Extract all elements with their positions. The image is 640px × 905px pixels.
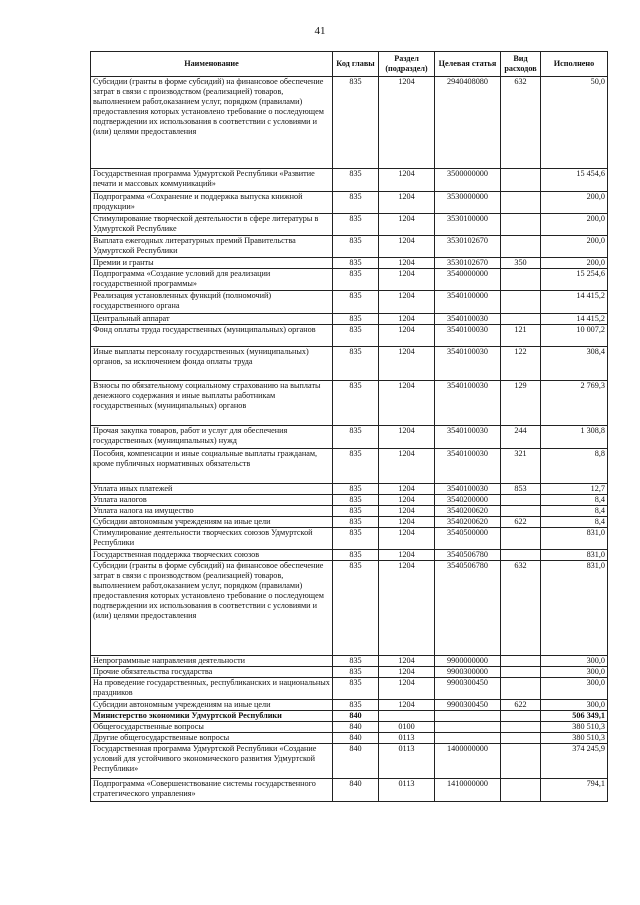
cell-name: Подпрограмма «Сохранение и поддержка выпуска книжной продукции» bbox=[91, 192, 333, 214]
cell-kod: 835 bbox=[333, 314, 379, 325]
cell-name: Пособия, компенсации и иные социальные выплаты гражданам, кроме публичных нормативных обязательств bbox=[91, 449, 333, 484]
budget-table bbox=[90, 51, 608, 802]
cell-vid: 122 bbox=[501, 347, 541, 381]
cell-statya: 9900300450 bbox=[435, 700, 501, 711]
cell-vid bbox=[501, 656, 541, 667]
cell-vid: 632 bbox=[501, 77, 541, 169]
cell-razdel: 0100 bbox=[379, 722, 435, 733]
cell-name: Стимулирование творческой деятельности в сфере литературы в Удмуртской Республике bbox=[91, 214, 333, 236]
table-row bbox=[91, 258, 608, 269]
table-row bbox=[91, 236, 608, 258]
table-row bbox=[91, 347, 608, 381]
cell-kod: 835 bbox=[333, 77, 379, 169]
cell-kod: 835 bbox=[333, 484, 379, 495]
cell-statya: 3540100030 bbox=[435, 325, 501, 347]
cell-kod: 835 bbox=[333, 700, 379, 711]
cell-razdel: 1204 bbox=[379, 495, 435, 506]
cell-name: Государственная программа Удмуртской Республики «Создание условий для устойчивого экономического развития Удмуртской Республики» bbox=[91, 744, 333, 779]
cell-vid bbox=[501, 779, 541, 802]
cell-statya: 3540100030 bbox=[435, 381, 501, 426]
cell-razdel: 0113 bbox=[379, 779, 435, 802]
cell-ispolneno: 8,4 bbox=[541, 517, 608, 528]
table-row bbox=[91, 700, 608, 711]
cell-ispolneno: 14 415,2 bbox=[541, 291, 608, 314]
cell-ispolneno: 12,7 bbox=[541, 484, 608, 495]
cell-razdel: 1204 bbox=[379, 550, 435, 561]
table-row bbox=[91, 192, 608, 214]
cell-kod: 835 bbox=[333, 667, 379, 678]
cell-razdel: 1204 bbox=[379, 236, 435, 258]
cell-ispolneno: 15 454,6 bbox=[541, 169, 608, 192]
cell-name: Взносы по обязательному социальному страхованию на выплаты денежного содержания и иные выплаты работникам государственных (муниципальных) органов bbox=[91, 381, 333, 426]
cell-vid: 622 bbox=[501, 700, 541, 711]
table-row bbox=[91, 77, 608, 169]
cell-kod: 835 bbox=[333, 426, 379, 449]
cell-vid bbox=[501, 733, 541, 744]
cell-kod: 835 bbox=[333, 656, 379, 667]
cell-name: Центральный аппарат bbox=[91, 314, 333, 325]
cell-vid bbox=[501, 722, 541, 733]
cell-statya: 1410000000 bbox=[435, 779, 501, 802]
cell-vid bbox=[501, 192, 541, 214]
cell-razdel: 1204 bbox=[379, 325, 435, 347]
cell-ispolneno: 200,0 bbox=[541, 192, 608, 214]
table-row bbox=[91, 667, 608, 678]
cell-statya: 2940408080 bbox=[435, 77, 501, 169]
table-row bbox=[91, 561, 608, 656]
cell-vid bbox=[501, 214, 541, 236]
table-row bbox=[91, 678, 608, 700]
cell-name: Подпрограмма «Создание условий для реализации государственной программы» bbox=[91, 269, 333, 291]
cell-ispolneno: 374 245,9 bbox=[541, 744, 608, 779]
table-row bbox=[91, 779, 608, 802]
cell-razdel: 1204 bbox=[379, 678, 435, 700]
cell-name: Уплата налога на имущество bbox=[91, 506, 333, 517]
cell-statya: 3540100030 bbox=[435, 314, 501, 325]
table-row bbox=[91, 517, 608, 528]
cell-ispolneno: 2 769,3 bbox=[541, 381, 608, 426]
cell-kod: 835 bbox=[333, 517, 379, 528]
cell-vid bbox=[501, 495, 541, 506]
cell-vid bbox=[501, 667, 541, 678]
header-ispolneno: Исполнено bbox=[541, 52, 608, 77]
table-row bbox=[91, 506, 608, 517]
cell-vid bbox=[501, 269, 541, 291]
cell-ispolneno: 8,4 bbox=[541, 495, 608, 506]
cell-vid bbox=[501, 169, 541, 192]
page-number: 41 bbox=[314, 25, 326, 37]
cell-kod: 835 bbox=[333, 269, 379, 291]
cell-kod: 840 bbox=[333, 711, 379, 722]
cell-kod: 835 bbox=[333, 678, 379, 700]
header-row bbox=[91, 52, 608, 77]
cell-kod: 835 bbox=[333, 550, 379, 561]
cell-statya bbox=[435, 722, 501, 733]
table-row bbox=[91, 722, 608, 733]
cell-ispolneno: 300,0 bbox=[541, 667, 608, 678]
cell-razdel: 1204 bbox=[379, 561, 435, 656]
cell-razdel: 1204 bbox=[379, 700, 435, 711]
cell-kod: 840 bbox=[333, 744, 379, 779]
cell-name: Прочие обязательства государства bbox=[91, 667, 333, 678]
cell-razdel: 1204 bbox=[379, 517, 435, 528]
table-row bbox=[91, 449, 608, 484]
cell-name: Уплата налогов bbox=[91, 495, 333, 506]
cell-vid bbox=[501, 678, 541, 700]
cell-ispolneno: 8,4 bbox=[541, 506, 608, 517]
table-body bbox=[91, 77, 608, 802]
cell-kod: 835 bbox=[333, 561, 379, 656]
cell-ispolneno: 14 415,2 bbox=[541, 314, 608, 325]
cell-statya: 3540100030 bbox=[435, 347, 501, 381]
cell-vid bbox=[501, 550, 541, 561]
cell-razdel: 1204 bbox=[379, 449, 435, 484]
cell-vid bbox=[501, 528, 541, 550]
cell-razdel: 1204 bbox=[379, 169, 435, 192]
cell-kod: 835 bbox=[333, 506, 379, 517]
cell-razdel: 1204 bbox=[379, 258, 435, 269]
cell-name: Прочая закупка товаров, работ и услуг для обеспечения государственных (муниципальных) нужд bbox=[91, 426, 333, 449]
cell-razdel: 1204 bbox=[379, 506, 435, 517]
cell-statya bbox=[435, 711, 501, 722]
table-row bbox=[91, 733, 608, 744]
cell-statya: 3500000000 bbox=[435, 169, 501, 192]
table-row bbox=[91, 214, 608, 236]
cell-statya: 3540500000 bbox=[435, 528, 501, 550]
cell-statya: 3530100000 bbox=[435, 214, 501, 236]
cell-statya: 3540200620 bbox=[435, 517, 501, 528]
cell-ispolneno: 506 349,1 bbox=[541, 711, 608, 722]
cell-statya: 3540200620 bbox=[435, 506, 501, 517]
cell-razdel: 0113 bbox=[379, 733, 435, 744]
cell-ispolneno: 200,0 bbox=[541, 236, 608, 258]
table-row bbox=[91, 291, 608, 314]
cell-statya: 3530102670 bbox=[435, 258, 501, 269]
cell-name: Субсидии автономным учреждениям на иные цели bbox=[91, 517, 333, 528]
cell-kod: 835 bbox=[333, 291, 379, 314]
cell-ispolneno: 200,0 bbox=[541, 214, 608, 236]
cell-statya: 3540100030 bbox=[435, 449, 501, 484]
cell-razdel: 1204 bbox=[379, 528, 435, 550]
cell-statya: 3540100000 bbox=[435, 291, 501, 314]
cell-vid: 121 bbox=[501, 325, 541, 347]
cell-kod: 835 bbox=[333, 325, 379, 347]
cell-kod: 835 bbox=[333, 347, 379, 381]
cell-name: Выплата ежегодных литературных премий Правительства Удмуртской Республики bbox=[91, 236, 333, 258]
cell-name: Стимулирование деятельности творческих союзов Удмуртской Республики bbox=[91, 528, 333, 550]
cell-razdel: 1204 bbox=[379, 192, 435, 214]
header-razdel: Раздел (подраздел) bbox=[379, 52, 435, 77]
cell-razdel: 1204 bbox=[379, 214, 435, 236]
cell-statya: 9900300000 bbox=[435, 667, 501, 678]
header-vid: Вид расходов bbox=[501, 52, 541, 77]
cell-razdel: 1204 bbox=[379, 269, 435, 291]
cell-vid: 129 bbox=[501, 381, 541, 426]
cell-ispolneno: 380 510,3 bbox=[541, 722, 608, 733]
cell-vid: 350 bbox=[501, 258, 541, 269]
cell-name: Реализация установленных функций (полномочий) государственного органа bbox=[91, 291, 333, 314]
cell-statya: 9900300450 bbox=[435, 678, 501, 700]
cell-vid bbox=[501, 314, 541, 325]
table-row bbox=[91, 528, 608, 550]
cell-name: Фонд оплаты труда государственных (муниципальных) органов bbox=[91, 325, 333, 347]
cell-ispolneno: 200,0 bbox=[541, 258, 608, 269]
cell-name: Государственная программа Удмуртской Республики «Развитие печати и массовых коммуникаций» bbox=[91, 169, 333, 192]
cell-ispolneno: 10 007,2 bbox=[541, 325, 608, 347]
cell-name: Уплата иных платежей bbox=[91, 484, 333, 495]
cell-name: Непрограммные направления деятельности bbox=[91, 656, 333, 667]
cell-name: Премии и гранты bbox=[91, 258, 333, 269]
table-row bbox=[91, 711, 608, 722]
cell-ispolneno: 831,0 bbox=[541, 561, 608, 656]
cell-statya: 9900000000 bbox=[435, 656, 501, 667]
cell-kod: 835 bbox=[333, 192, 379, 214]
cell-vid: 321 bbox=[501, 449, 541, 484]
cell-ispolneno: 380 510,3 bbox=[541, 733, 608, 744]
table-row bbox=[91, 269, 608, 291]
cell-kod: 840 bbox=[333, 722, 379, 733]
cell-name: Общегосударственные вопросы bbox=[91, 722, 333, 733]
cell-vid bbox=[501, 744, 541, 779]
table-row bbox=[91, 169, 608, 192]
cell-ispolneno: 15 254,6 bbox=[541, 269, 608, 291]
table-row bbox=[91, 325, 608, 347]
cell-razdel: 1204 bbox=[379, 426, 435, 449]
cell-name: Другие общегосударственные вопросы bbox=[91, 733, 333, 744]
cell-name: Субсидии (гранты в форме субсидий) на финансовое обеспечение затрат в связи с производством (реализацией) товаров, выполнением работ,оказанием услуг, порядком (правилами) предоставления которых установлено требование о последующем подтверждении их использования в соответствии с условиями и (или) целями предоставления bbox=[91, 77, 333, 169]
cell-name: Иные выплаты персоналу государственных (муниципальных) органов, за исключением фонда оплаты труда bbox=[91, 347, 333, 381]
cell-name: На проведение государственных, республиканских и национальных праздников bbox=[91, 678, 333, 700]
table-row bbox=[91, 744, 608, 779]
cell-ispolneno: 300,0 bbox=[541, 656, 608, 667]
cell-statya: 3540200000 bbox=[435, 495, 501, 506]
cell-vid: 244 bbox=[501, 426, 541, 449]
cell-razdel: 1204 bbox=[379, 347, 435, 381]
cell-vid bbox=[501, 711, 541, 722]
cell-kod: 835 bbox=[333, 214, 379, 236]
cell-ispolneno: 300,0 bbox=[541, 678, 608, 700]
cell-kod: 835 bbox=[333, 258, 379, 269]
cell-vid bbox=[501, 291, 541, 314]
cell-name: Министерство экономики Удмуртской Республики bbox=[91, 711, 333, 722]
cell-ispolneno: 831,0 bbox=[541, 550, 608, 561]
cell-kod: 835 bbox=[333, 528, 379, 550]
cell-vid: 853 bbox=[501, 484, 541, 495]
cell-ispolneno: 300,0 bbox=[541, 700, 608, 711]
cell-razdel: 1204 bbox=[379, 667, 435, 678]
cell-ispolneno: 794,1 bbox=[541, 779, 608, 802]
cell-kod: 835 bbox=[333, 169, 379, 192]
table-row bbox=[91, 550, 608, 561]
header-kod: Код главы bbox=[333, 52, 379, 77]
cell-name: Субсидии (гранты в форме субсидий) на финансовое обеспечение затрат в связи с производством (реализацией) товаров, выполнением работ,оказанием услуг, порядком (правилами) предоставления которых установлено требование о последующем подтверждении их использования в соответствии с условиями и (или) целями предоставления bbox=[91, 561, 333, 656]
cell-ispolneno: 8,8 bbox=[541, 449, 608, 484]
cell-kod: 840 bbox=[333, 733, 379, 744]
cell-kod: 835 bbox=[333, 381, 379, 426]
cell-statya: 3530000000 bbox=[435, 192, 501, 214]
cell-vid bbox=[501, 506, 541, 517]
header-statya: Целевая статья bbox=[435, 52, 501, 77]
cell-ispolneno: 50,0 bbox=[541, 77, 608, 169]
cell-ispolneno: 831,0 bbox=[541, 528, 608, 550]
cell-statya: 3540506780 bbox=[435, 550, 501, 561]
table-row bbox=[91, 314, 608, 325]
cell-vid bbox=[501, 236, 541, 258]
cell-kod: 835 bbox=[333, 449, 379, 484]
cell-vid: 632 bbox=[501, 561, 541, 656]
cell-statya: 3530102670 bbox=[435, 236, 501, 258]
cell-name: Государственная поддержка творческих союзов bbox=[91, 550, 333, 561]
cell-ispolneno: 1 308,8 bbox=[541, 426, 608, 449]
cell-kod: 840 bbox=[333, 779, 379, 802]
table-row bbox=[91, 381, 608, 426]
cell-razdel: 1204 bbox=[379, 484, 435, 495]
cell-kod: 835 bbox=[333, 495, 379, 506]
cell-name: Подпрограмма «Совершенствование системы государственного стратегического управления» bbox=[91, 779, 333, 802]
cell-statya: 3540100030 bbox=[435, 426, 501, 449]
cell-razdel: 1204 bbox=[379, 77, 435, 169]
cell-statya: 1400000000 bbox=[435, 744, 501, 779]
cell-razdel: 1204 bbox=[379, 291, 435, 314]
cell-statya: 3540100030 bbox=[435, 484, 501, 495]
cell-vid: 622 bbox=[501, 517, 541, 528]
table-row bbox=[91, 484, 608, 495]
cell-statya: 3540000000 bbox=[435, 269, 501, 291]
cell-razdel: 1204 bbox=[379, 314, 435, 325]
cell-ispolneno: 308,4 bbox=[541, 347, 608, 381]
table-row bbox=[91, 495, 608, 506]
cell-razdel: 0113 bbox=[379, 744, 435, 779]
table-row bbox=[91, 426, 608, 449]
cell-razdel: 1204 bbox=[379, 381, 435, 426]
cell-razdel bbox=[379, 711, 435, 722]
cell-statya bbox=[435, 733, 501, 744]
cell-kod: 835 bbox=[333, 236, 379, 258]
cell-name: Субсидии автономным учреждениям на иные цели bbox=[91, 700, 333, 711]
cell-razdel: 1204 bbox=[379, 656, 435, 667]
table-row bbox=[91, 656, 608, 667]
cell-statya: 3540506780 bbox=[435, 561, 501, 656]
header-name: Наименование bbox=[91, 52, 333, 77]
